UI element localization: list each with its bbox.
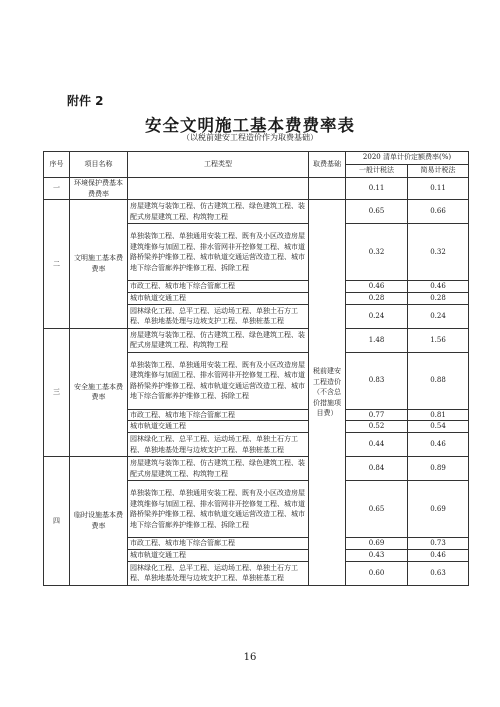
simple-rate-cell: 0.46 bbox=[408, 281, 469, 293]
project-type-cell: 单独装饰工程、单独通用安装工程、既有及小区改造房屋建筑维修与加固工程、排水管网非开挖修复工程、城市道路桥梁养护维修工程、城市轨道交通运营改造工程、城市地下综合管廊养护维修工程、拆除工程 bbox=[128, 352, 309, 409]
project-type-cell: 园林绿化工程、总平工程、运动场工程、单独土石方工程、单独地基处理与边坡支护工程、单独桩基工程 bbox=[128, 304, 309, 328]
project-type-cell: 单独装饰工程、单独通用安装工程、既有及小区改造房屋建筑维修与加固工程、排水管网非开挖修复工程、城市道路桥梁养护维修工程、城市轨道交通运营改造工程、城市地下综合管廊养护维修工程、拆除工程 bbox=[128, 224, 309, 281]
project-type-cell: 房屋建筑与装饰工程、仿古建筑工程、绿色建筑工程、装配式房屋建筑工程、构筑物工程 bbox=[128, 457, 309, 481]
general-rate-cell: 0.46 bbox=[346, 281, 408, 293]
general-rate-cell: 0.84 bbox=[346, 457, 408, 481]
general-rate-cell: 0.83 bbox=[346, 352, 408, 409]
general-rate-cell: 0.65 bbox=[346, 200, 408, 224]
general-rate-cell: 0.69 bbox=[346, 538, 408, 550]
general-rate-cell: 1.48 bbox=[346, 328, 408, 352]
simple-rate-cell: 0.11 bbox=[408, 178, 469, 200]
table-row bbox=[44, 178, 469, 200]
project-type-cell: 市政工程、城市地下综合管廊工程 bbox=[128, 281, 309, 293]
header-rate-group: 2020 清单计价定额费率(%) bbox=[346, 152, 469, 165]
project-type-cell: 园林绿化工程、总平工程、运动场工程、单独土石方工程、单独地基处理与边坡支护工程、单独桩基工程 bbox=[128, 561, 309, 585]
project-type-cell: 城市轨道交通工程 bbox=[128, 549, 309, 561]
table-header bbox=[44, 152, 469, 178]
table-row bbox=[44, 328, 469, 352]
project-type-cell: 单独装饰工程、单独通用安装工程、既有及小区改造房屋建筑维修与加固工程、排水管网非开挖修复工程、城市道路桥梁养护维修工程、城市轨道交通运营改造工程、城市地下综合管廊养护维修工程、拆除工程 bbox=[128, 481, 309, 538]
simple-rate-cell: 0.89 bbox=[408, 457, 469, 481]
header-fee-basis: 取费基础 bbox=[309, 152, 346, 178]
fee-basis-empty-cell bbox=[309, 178, 346, 200]
general-rate-cell: 0.43 bbox=[346, 549, 408, 561]
general-rate-cell: 0.60 bbox=[346, 561, 408, 585]
project-type-cell bbox=[128, 178, 309, 200]
project-type-cell: 市政工程、城市地下综合管廊工程 bbox=[128, 409, 309, 421]
general-rate-cell: 0.52 bbox=[346, 421, 408, 433]
simple-rate-cell: 0.63 bbox=[408, 561, 469, 585]
header-simple-tax: 简易计税法 bbox=[408, 165, 469, 178]
page-number: 16 bbox=[243, 652, 257, 663]
general-rate-cell: 0.44 bbox=[346, 433, 408, 457]
table-row bbox=[44, 200, 469, 224]
general-rate-cell: 0.11 bbox=[346, 178, 408, 200]
general-rate-cell: 0.32 bbox=[346, 224, 408, 281]
project-type-cell: 城市轨道交通工程 bbox=[128, 421, 309, 433]
attachment-label: 附件 2 bbox=[67, 94, 104, 108]
header-project-type: 工程类型 bbox=[128, 152, 309, 178]
simple-rate-cell: 0.54 bbox=[408, 421, 469, 433]
simple-rate-cell: 0.88 bbox=[408, 352, 469, 409]
seq-cell: 三 bbox=[44, 328, 70, 457]
simple-rate-cell: 0.32 bbox=[408, 224, 469, 281]
page-subtitle: （以税前建安工程造价作为取费基础） bbox=[182, 133, 318, 142]
item-name-cell: 安全施工基本费费率 bbox=[70, 328, 128, 457]
seq-cell: 一 bbox=[44, 178, 70, 200]
fee-basis-cell: 税前建安工程造价（不含总价措施项目费） bbox=[309, 200, 346, 586]
item-name-cell: 环境保护费基本费费率 bbox=[70, 178, 128, 200]
simple-rate-cell: 0.24 bbox=[408, 304, 469, 328]
header-seq: 序号 bbox=[44, 152, 70, 178]
seq-cell: 四 bbox=[44, 457, 70, 586]
seq-cell: 二 bbox=[44, 200, 70, 329]
simple-rate-cell: 1.56 bbox=[408, 328, 469, 352]
header-general-tax: 一般计税法 bbox=[346, 165, 408, 178]
item-name-cell: 临时设施基本费费率 bbox=[70, 457, 128, 586]
simple-rate-cell: 0.69 bbox=[408, 481, 469, 538]
project-type-cell: 房屋建筑与装饰工程、仿古建筑工程、绿色建筑工程、装配式房屋建筑工程、构筑物工程 bbox=[128, 328, 309, 352]
simple-rate-cell: 0.73 bbox=[408, 538, 469, 550]
header-item-name: 项目名称 bbox=[70, 152, 128, 178]
general-rate-cell: 0.28 bbox=[346, 292, 408, 304]
general-rate-cell: 0.77 bbox=[346, 409, 408, 421]
table-body bbox=[44, 178, 469, 586]
simple-rate-cell: 0.46 bbox=[408, 433, 469, 457]
simple-rate-cell: 0.46 bbox=[408, 549, 469, 561]
project-type-cell: 房屋建筑与装饰工程、仿古建筑工程、绿色建筑工程、装配式房屋建筑工程、构筑物工程 bbox=[128, 200, 309, 224]
simple-rate-cell: 0.66 bbox=[408, 200, 469, 224]
project-type-cell: 市政工程、城市地下综合管廊工程 bbox=[128, 538, 309, 550]
simple-rate-cell: 0.28 bbox=[408, 292, 469, 304]
project-type-cell: 城市轨道交通工程 bbox=[128, 292, 309, 304]
table-row bbox=[44, 457, 469, 481]
item-name-cell: 文明施工基本费费率 bbox=[70, 200, 128, 329]
general-rate-cell: 0.24 bbox=[346, 304, 408, 328]
fee-rate-table bbox=[43, 151, 469, 586]
page-title: 安全文明施工基本费费率表 bbox=[145, 116, 355, 135]
general-rate-cell: 0.65 bbox=[346, 481, 408, 538]
simple-rate-cell: 0.81 bbox=[408, 409, 469, 421]
project-type-cell: 园林绿化工程、总平工程、运动场工程、单独土石方工程、单独地基处理与边坡支护工程、单独桩基工程 bbox=[128, 433, 309, 457]
